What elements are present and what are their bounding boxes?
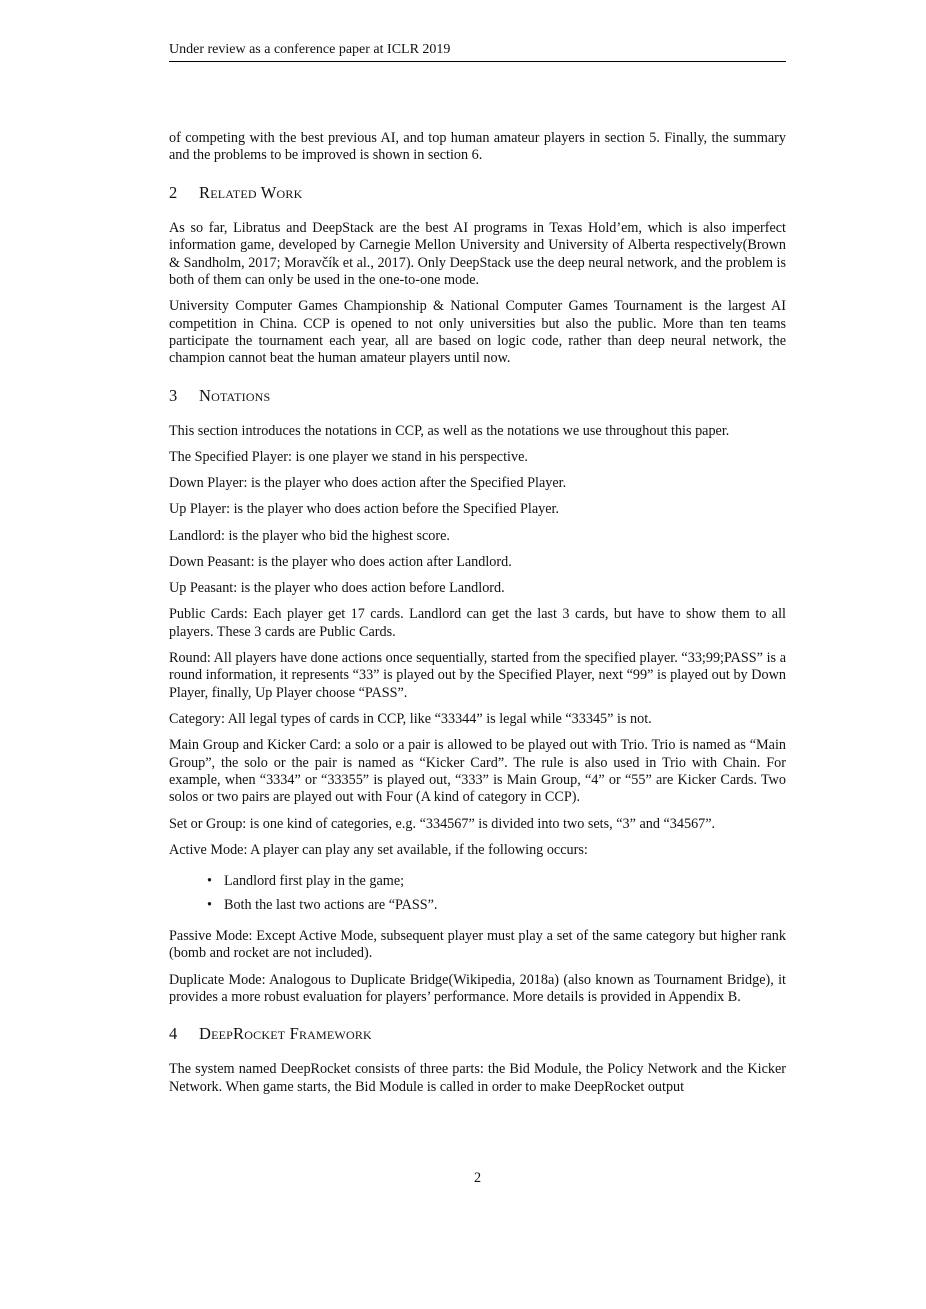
list-item: • Both the last two actions are “PASS”. bbox=[224, 897, 786, 914]
notation-passive-mode: Passive Mode: Except Active Mode, subsequent player must play a set of the same category but higher rank (bomb and rocket are not included). bbox=[169, 927, 786, 962]
intro-paragraph: of competing with the best previous AI, and top human amateur players in section 5. Finally, the summary and the problems to be improved is shown in section 6. bbox=[169, 130, 786, 164]
section-heading-related-work bbox=[169, 183, 786, 203]
notation-set-or-group: Set or Group: is one kind of categories, e.g. “334567” is divided into two sets, “3” and “34567”. bbox=[169, 815, 716, 832]
notation-down-player: Down Player: is the player who does action after the Specified Player. bbox=[169, 475, 567, 492]
list-item: • Landlord first play in the game; bbox=[224, 873, 786, 890]
section-number: 4 bbox=[169, 1024, 178, 1044]
section-heading-notations bbox=[169, 386, 786, 406]
section-title: Related Work bbox=[199, 182, 303, 202]
notation-active-mode: Active Mode: A player can play any set available, if the following occurs: bbox=[169, 841, 588, 858]
notation-specified-player: The Specified Player: is one player we stand in his perspective. bbox=[169, 449, 528, 466]
section-title: DeepRocket Framework bbox=[199, 1024, 372, 1044]
paragraph: As so far, Libratus and DeepStack are the best AI programs in Texas Hold’em, which is also imperfect information game, developed by Carnegie Mellon University and University of Alberta respectively(Brown & Sandholm, 2017; Moravčík et al., 2017). Only DeepStack use the deep neural network, and the problem is both of them can only be used in the one-to-one mode. bbox=[169, 219, 787, 289]
paragraph: This section introduces the notations in CCP, as well as the notations we use throughout this paper. bbox=[169, 422, 730, 439]
section-heading-deeprocket bbox=[169, 1024, 786, 1044]
notation-category: Category: All legal types of cards in CCP, like “33344” is legal while “33345” is not. bbox=[169, 710, 652, 727]
notation-public-cards: Public Cards: Each player get 17 cards. Landlord can get the last 3 cards, but have to show them to all players. These 3 cards are Public Cards. bbox=[169, 606, 786, 640]
page-number: 2 bbox=[473, 1170, 482, 1186]
notation-round: Round: All players have done actions once sequentially, started from the specified player. “33;99;PASS” is a round information, it represents “33” is played out by the Specified Player, next “99” is played out by Down Player, finally, Up Player choose “PASS”. bbox=[169, 649, 786, 701]
notation-duplicate-mode: Duplicate Mode: Analogous to Duplicate Bridge(Wikipedia, 2018a) (also known as Tournament Bridge), it provides a more robust evaluation for players’ performance. More details is provided in Appendix B. bbox=[169, 971, 786, 1005]
notation-down-peasant: Down Peasant: is the player who does action after Landlord. bbox=[169, 553, 512, 570]
notation-up-player: Up Player: is the player who does action before the Specified Player. bbox=[169, 501, 560, 518]
notation-up-peasant: Up Peasant: is the player who does action before Landlord. bbox=[169, 580, 505, 597]
paragraph: The system named DeepRocket consists of three parts: the Bid Module, the Policy Network and the Kicker Network. When game starts, the Bid Module is called in order to make DeepRocket output bbox=[169, 1061, 786, 1095]
notation-main-group: Main Group and Kicker Card: a solo or a pair is allowed to be played out with Trio. Trio is named as “Main Group”, the solo or the pair is named as “Kicker Card”. The rule is also used in Trio with Chain. For example, when “3334” or “33355” is played out, “333” is Main Group, “4” or “55” are Kicker Cards. Two solos or two pairs are played out with Four (A kind of category in CCP). bbox=[169, 737, 786, 806]
section-number: 2 bbox=[169, 182, 178, 202]
page-content bbox=[169, 130, 786, 1105]
section-title: Notations bbox=[199, 385, 271, 405]
bullet-list bbox=[169, 873, 786, 914]
running-header: Under review as a conference paper at ICLR 2019 bbox=[169, 40, 786, 62]
section-number: 3 bbox=[169, 385, 178, 405]
paragraph: University Computer Games Championship & National Computer Games Tournament is the largest AI competition in China. CCP is opened to not only universities but also the public. More than ten teams participate the tournament each year, all are based on logic code, rather than deep neural network, the champion cannot beat the human amateur players until now. bbox=[169, 298, 786, 367]
notation-landlord: Landlord: is the player who bid the highest score. bbox=[169, 527, 450, 544]
